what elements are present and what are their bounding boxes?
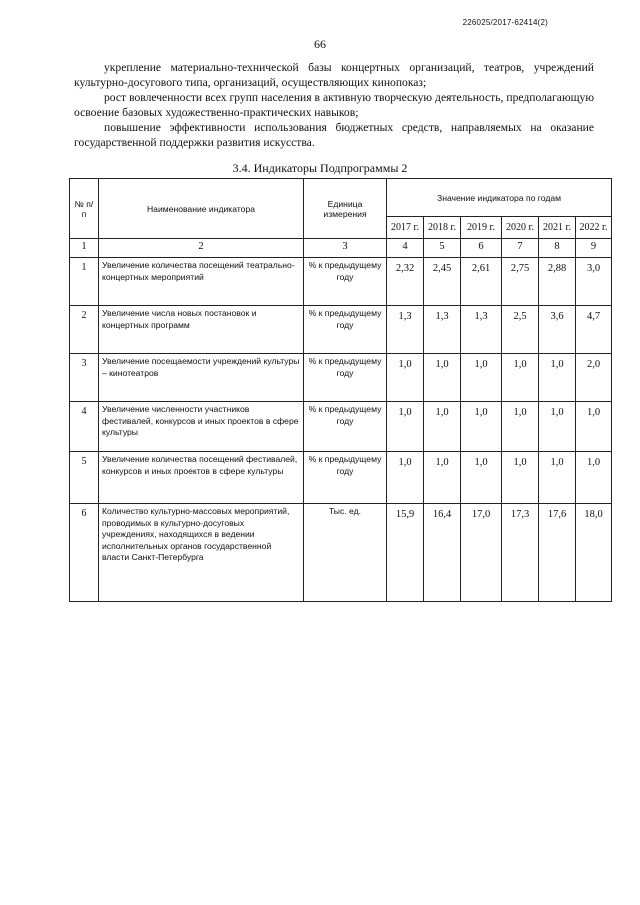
table-row xyxy=(70,258,612,306)
column-number: 1 xyxy=(70,239,99,258)
indicator-value: 1,0 xyxy=(424,402,461,452)
indicator-unit: % к предыдущему году xyxy=(304,258,387,306)
indicator-value: 16,4 xyxy=(424,504,461,602)
paragraph: рост вовлеченности всех групп населения в активную творческую деятельность, предполагающую освоение базовых художественно-практических навыков; xyxy=(74,91,594,119)
row-number: 5 xyxy=(70,452,99,504)
indicator-unit: Тыс. ед. xyxy=(304,504,387,602)
indicator-value: 1,0 xyxy=(576,452,612,504)
indicator-value: 15,9 xyxy=(387,504,424,602)
indicator-value: 3,6 xyxy=(539,306,576,354)
paragraph: укрепление материально-технической базы концертных организаций, театров, учреждений культурно-досугового типа, организаций, осуществляющих кинопоказ; xyxy=(74,61,594,89)
indicator-value: 2,0 xyxy=(576,354,612,402)
column-number: 5 xyxy=(424,239,461,258)
header-year: 2019 г. xyxy=(461,217,502,239)
header-name: Наименование индикатора xyxy=(99,179,304,239)
row-number: 6 xyxy=(70,504,99,602)
indicator-value: 1,3 xyxy=(387,306,424,354)
column-number: 3 xyxy=(304,239,387,258)
column-numbers-row xyxy=(70,239,612,258)
table-row xyxy=(70,354,612,402)
indicator-value: 2,75 xyxy=(502,258,539,306)
indicator-value: 1,0 xyxy=(461,354,502,402)
header-unit: Единица измерения xyxy=(304,179,387,239)
indicator-value: 2,32 xyxy=(387,258,424,306)
header-year: 2020 г. xyxy=(502,217,539,239)
column-number: 8 xyxy=(539,239,576,258)
indicator-value: 1,3 xyxy=(424,306,461,354)
table-row xyxy=(70,452,612,504)
column-number: 7 xyxy=(502,239,539,258)
indicator-value: 1,0 xyxy=(387,452,424,504)
indicator-value: 1,0 xyxy=(387,402,424,452)
column-number: 4 xyxy=(387,239,424,258)
table-row xyxy=(70,504,612,602)
indicator-unit: % к предыдущему году xyxy=(304,452,387,504)
row-number: 1 xyxy=(70,258,99,306)
table-row xyxy=(70,306,612,354)
column-number: 2 xyxy=(99,239,304,258)
row-number: 4 xyxy=(70,402,99,452)
indicator-unit: % к предыдущему году xyxy=(304,402,387,452)
body-text xyxy=(74,60,594,150)
header-year: 2018 г. xyxy=(424,217,461,239)
indicator-value: 2,45 xyxy=(424,258,461,306)
row-number: 2 xyxy=(70,306,99,354)
row-number: 3 xyxy=(70,354,99,402)
table-row xyxy=(70,402,612,452)
indicator-value: 4,7 xyxy=(576,306,612,354)
indicator-value: 2,61 xyxy=(461,258,502,306)
column-number: 9 xyxy=(576,239,612,258)
header-year: 2022 г. xyxy=(576,217,612,239)
page-number: 66 xyxy=(314,37,326,51)
indicator-value: 1,3 xyxy=(461,306,502,354)
header-year: 2017 г. xyxy=(387,217,424,239)
indicator-name: Увеличение количества посещений театрально-концертных мероприятий xyxy=(99,258,304,306)
indicator-name: Увеличение числа новых постановок и концертных программ xyxy=(99,306,304,354)
indicator-name: Увеличение численности участников фестивалей, конкурсов и иных проектов в сфере культуры xyxy=(99,402,304,452)
indicator-unit: % к предыдущему году xyxy=(304,354,387,402)
indicators-table xyxy=(69,178,612,602)
indicator-value: 2,88 xyxy=(539,258,576,306)
indicator-name: Увеличение количества посещений фестивалей, конкурсов и иных проектов в сфере культуры xyxy=(99,452,304,504)
column-number: 6 xyxy=(461,239,502,258)
indicator-unit: % к предыдущему году xyxy=(304,306,387,354)
indicator-value: 1,0 xyxy=(502,402,539,452)
indicator-value: 17,6 xyxy=(539,504,576,602)
indicator-value: 1,0 xyxy=(461,452,502,504)
indicator-value: 17,3 xyxy=(502,504,539,602)
header-values-group: Значение индикатора по годам xyxy=(387,179,612,217)
paragraph: повышение эффективности использования бюджетных средств, направляемых на оказание государственной поддержки развития искусства. xyxy=(74,121,594,149)
indicator-name: Увеличение посещаемости учреждений культуры – кинотеатров xyxy=(99,354,304,402)
indicator-value: 18,0 xyxy=(576,504,612,602)
indicator-value: 1,0 xyxy=(461,402,502,452)
indicator-value: 1,0 xyxy=(424,354,461,402)
indicator-value: 3,0 xyxy=(576,258,612,306)
document-id: 226025/2017-62414(2) xyxy=(462,18,548,27)
indicator-value: 1,0 xyxy=(539,402,576,452)
indicator-value: 1,0 xyxy=(539,452,576,504)
indicator-value: 1,0 xyxy=(576,402,612,452)
header-no: № п/п xyxy=(70,179,99,239)
indicator-value: 1,0 xyxy=(424,452,461,504)
indicator-value: 1,0 xyxy=(539,354,576,402)
indicator-name: Количество культурно-массовых мероприятий, проводимых в культурно-досуговых учреждениях, находящихся в ведении исполнительных органов государственной власти Санкт-Петербурга xyxy=(99,504,304,602)
table-title: 3.4. Индикаторы Подпрограммы 2 xyxy=(232,161,408,175)
header-year: 2021 г. xyxy=(539,217,576,239)
indicator-value: 2,5 xyxy=(502,306,539,354)
indicator-value: 1,0 xyxy=(502,354,539,402)
indicator-value: 1,0 xyxy=(502,452,539,504)
indicator-value: 17,0 xyxy=(461,504,502,602)
indicator-value: 1,0 xyxy=(387,354,424,402)
